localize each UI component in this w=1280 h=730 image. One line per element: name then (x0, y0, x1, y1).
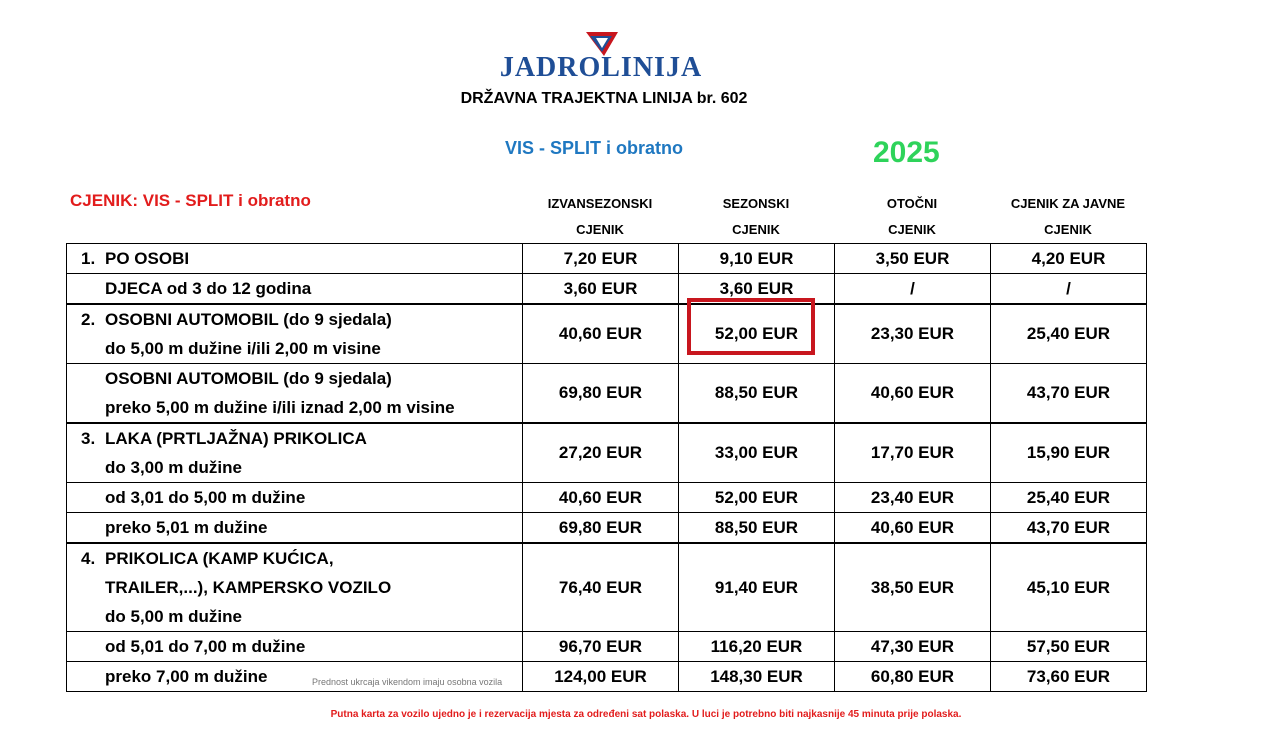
price-cell: 40,60 EUR (523, 304, 679, 364)
price-cell: 7,20 EUR (523, 244, 679, 274)
table-row (67, 364, 1147, 424)
row-description (67, 543, 523, 632)
year-label: 2025 (873, 136, 940, 169)
column-header-line1: SEZONSKI (722, 196, 790, 211)
price-cell: 25,40 EUR (991, 304, 1147, 364)
column-header-line2: CJENIK (1044, 222, 1092, 237)
price-cell: 45,10 EUR (991, 543, 1147, 632)
price-list-title: CJENIK: VIS - SPLIT i obratno (70, 191, 311, 210)
price-cell: 57,50 EUR (991, 632, 1147, 662)
price-cell: 88,50 EUR (679, 513, 835, 544)
column-header-line2: CJENIK (888, 222, 936, 237)
row-description (67, 304, 523, 364)
price-cell: 23,30 EUR (835, 304, 991, 364)
price-cell: 60,80 EUR (835, 662, 991, 692)
price-cell: 25,40 EUR (991, 483, 1147, 513)
price-cell: 88,50 EUR (679, 364, 835, 424)
price-cell: 148,30 EUR (679, 662, 835, 692)
row-label: preko 5,00 m dužine i/ili iznad 2,00 m visine (105, 398, 455, 417)
row-number: 2. (81, 310, 96, 329)
row-label: od 5,01 do 7,00 m dužine (105, 637, 306, 656)
price-cell: 73,60 EUR (991, 662, 1147, 692)
row-label: OSOBNI AUTOMOBIL (do 9 sjedala) (105, 310, 392, 329)
row-number: 3. (81, 429, 96, 448)
footer-note: Putna karta za vozilo ujedno je i rezervacija mjesta za određeni sat polaska. U luci je potrebno biti najkasnije 45 minuta prije polaska. (330, 709, 962, 720)
price-cell: 91,40 EUR (679, 543, 835, 632)
table-row (67, 244, 1147, 274)
price-cell: 124,00 EUR (523, 662, 679, 692)
row-description (67, 423, 523, 483)
small-note: Prednost ukrcaja vikendom imaju osobna vozila (312, 677, 503, 687)
row-label: preko 5,01 m dužine (105, 518, 268, 537)
price-cell: 116,20 EUR (679, 632, 835, 662)
price-cell: 27,20 EUR (523, 423, 679, 483)
price-cell: 47,30 EUR (835, 632, 991, 662)
table-row (67, 543, 1147, 632)
price-table (66, 243, 1147, 692)
table-row (67, 632, 1147, 662)
price-cell: 52,00 EUR (679, 304, 835, 364)
row-description (67, 632, 523, 662)
column-header (834, 191, 990, 243)
price-cell: 40,60 EUR (523, 483, 679, 513)
price-cell: 69,80 EUR (523, 364, 679, 424)
price-cell: 76,40 EUR (523, 543, 679, 632)
row-label: LAKA (PRTLJAŽNA) PRIKOLICA (105, 429, 367, 448)
price-cell: 17,70 EUR (835, 423, 991, 483)
price-cell: 3,60 EUR (679, 274, 835, 305)
price-cell: 3,50 EUR (835, 244, 991, 274)
table-row (67, 274, 1147, 305)
price-cell: 9,10 EUR (679, 244, 835, 274)
column-header-line2: CJENIK (576, 222, 624, 237)
row-description (67, 244, 523, 274)
price-cell: 40,60 EUR (835, 364, 991, 424)
price-cell: 38,50 EUR (835, 543, 991, 632)
price-cell: 23,40 EUR (835, 483, 991, 513)
brand-name: JADROLINIJA (499, 52, 703, 83)
price-cell: / (991, 274, 1147, 305)
price-cell: 15,90 EUR (991, 423, 1147, 483)
row-label: do 3,00 m dužine (105, 458, 242, 477)
price-cell: 33,00 EUR (679, 423, 835, 483)
row-number: 4. (81, 549, 96, 568)
table-row (67, 662, 1147, 692)
row-label: PRIKOLICA (KAMP KUĆICA, (105, 549, 334, 568)
row-label: DJECA od 3 do 12 godina (105, 279, 312, 298)
row-description (67, 274, 523, 305)
table-row (67, 483, 1147, 513)
table-row (67, 304, 1147, 364)
row-label: do 5,00 m dužine i/ili 2,00 m visine (105, 339, 381, 358)
column-header-line2: CJENIK (732, 222, 780, 237)
route-title: VIS - SPLIT i obratno (505, 138, 684, 158)
column-header-line1: OTOČNI (886, 196, 938, 211)
price-cell: 96,70 EUR (523, 632, 679, 662)
column-header (678, 191, 834, 243)
price-cell: 43,70 EUR (991, 513, 1147, 544)
row-label: OSOBNI AUTOMOBIL (do 9 sjedala) (105, 369, 392, 388)
row-description (67, 364, 523, 424)
highlight-box (687, 298, 815, 355)
row-label: TRAILER,...), KAMPERSKO VOZILO (105, 578, 392, 597)
row-label: do 5,00 m dužine (105, 607, 242, 626)
price-cell: 43,70 EUR (991, 364, 1147, 424)
column-header-line1: IZVANSEZONSKI (547, 196, 653, 211)
jadrolinija-logo (486, 28, 716, 84)
page-subtitle: DRŽAVNA TRAJEKTNA LINIJA br. 602 (460, 90, 748, 107)
row-label: od 3,01 do 5,00 m dužine (105, 488, 306, 507)
row-description (67, 513, 523, 544)
price-cell: 40,60 EUR (835, 513, 991, 544)
row-label: preko 7,00 m dužine (105, 667, 268, 686)
row-number: 1. (81, 249, 96, 268)
column-header (990, 191, 1146, 243)
price-cell: 4,20 EUR (991, 244, 1147, 274)
row-description (67, 483, 523, 513)
row-label: PO OSOBI (105, 249, 190, 268)
price-cell: 69,80 EUR (523, 513, 679, 544)
price-cell: 52,00 EUR (679, 483, 835, 513)
table-row (67, 423, 1147, 483)
price-cell: / (835, 274, 991, 305)
price-cell: 3,60 EUR (523, 274, 679, 305)
column-header-line1: CJENIK ZA JAVNE (1010, 196, 1126, 211)
table-row (67, 513, 1147, 544)
column-header (522, 191, 678, 243)
